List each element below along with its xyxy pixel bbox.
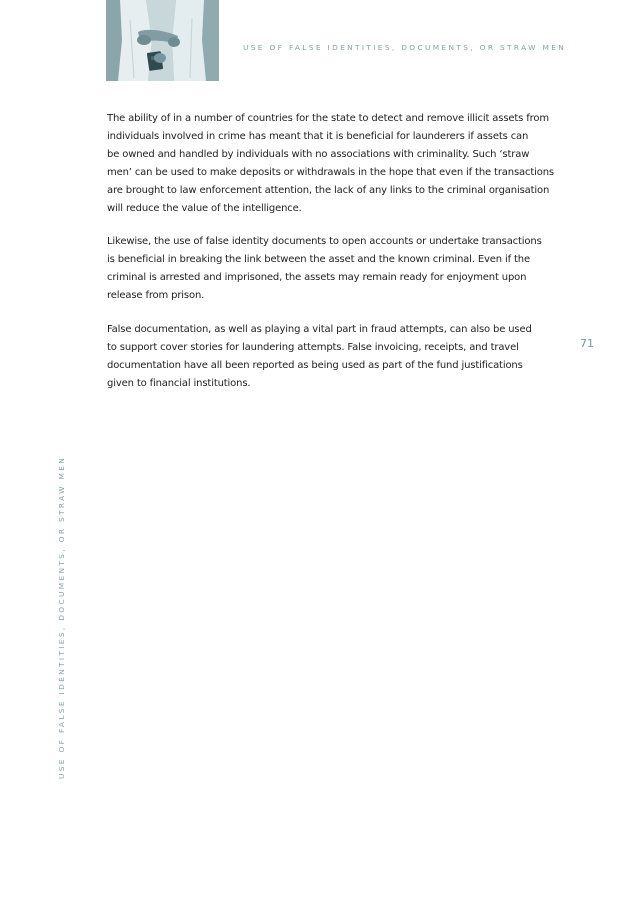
text-line: release from prison. xyxy=(107,290,205,302)
text-line: men’ can be used to make deposits or withdrawals in the hope that even if the transactions xyxy=(107,166,554,178)
text-line: The ability of in a number of countries for the state to detect and remove illicit assets from xyxy=(107,113,549,124)
text-line: documentation have all been reported as being used as part of the fund justifications xyxy=(107,359,523,371)
header-photo xyxy=(106,0,219,81)
text-line: False documentation, as well as playing a vital part in fraud attempts, can also be used xyxy=(107,324,532,336)
text-line: Likewise, the use of false identity documents to open accounts or undertake transactions xyxy=(107,236,542,248)
text-line: individuals involved in crime has meant that it is beneficial for launderers if assets can xyxy=(107,130,529,142)
paragraph-2 xyxy=(107,233,542,305)
text-line: given to financial institutions. xyxy=(107,377,251,389)
text-line: are brought to law enforcement attention, the lack of any links to the criminal organisation xyxy=(107,184,550,196)
text-line: be owned and handled by individuals with no associations with criminality. Such ‘straw xyxy=(107,148,530,160)
side-running-title: USE OF FALSE IDENTITIES, DOCUMENTS, OR STRAW MEN xyxy=(57,455,66,779)
running-header: USE OF FALSE IDENTITIES, DOCUMENTS, OR STRAW MEN xyxy=(243,43,567,52)
page-number: 71 xyxy=(580,337,594,350)
text-line: is beneficial in breaking the link between the asset and the known criminal. Even if the xyxy=(107,254,530,266)
person-figure-image xyxy=(106,0,219,81)
text-line: criminal is arrested and imprisoned, the assets may remain ready for enjoyment upon xyxy=(107,272,527,284)
paragraph-3 xyxy=(107,321,539,393)
body-text xyxy=(107,110,554,409)
paragraph-1 xyxy=(107,110,554,217)
text-line: will reduce the value of the intelligence. xyxy=(107,202,302,214)
text-line: to support cover stories for laundering attempts. False invoicing, receipts, and travel xyxy=(107,341,519,353)
